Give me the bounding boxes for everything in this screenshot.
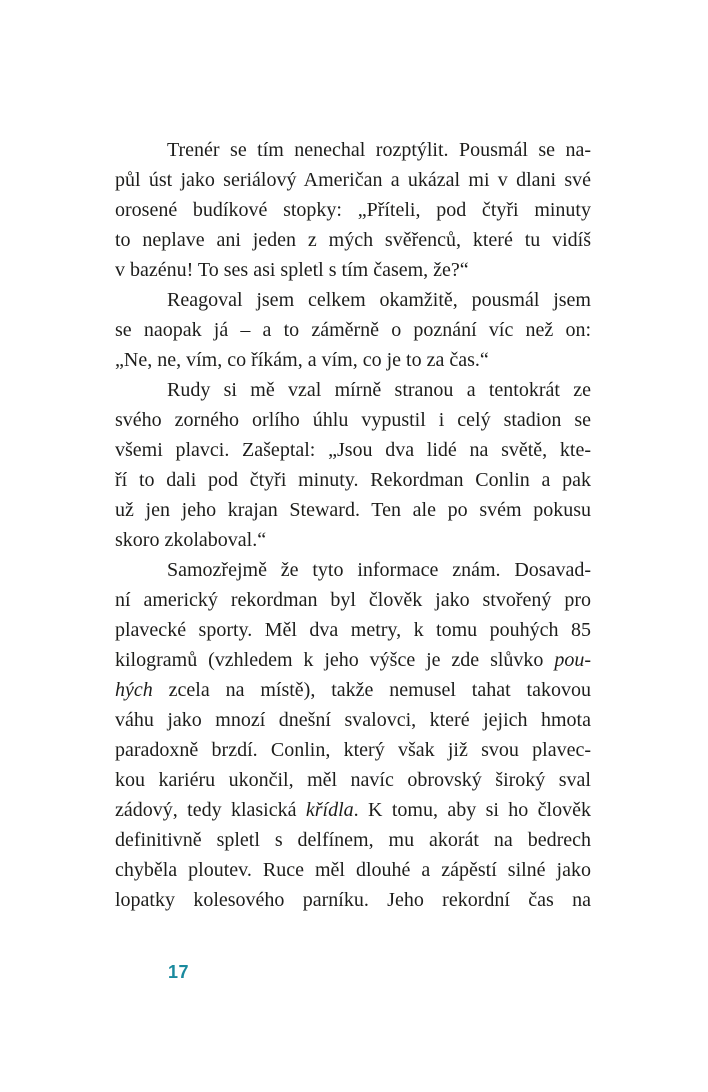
text-line: zádový, tedy klasická křídla. K tomu, aby si ho člověk bbox=[115, 799, 591, 821]
paragraph bbox=[115, 555, 591, 915]
text-line: orosené budíkové stopky: „Příteli, pod čtyři minuty bbox=[115, 199, 591, 221]
paragraph bbox=[115, 135, 591, 285]
text-line: Trenér se tím nenechal rozptýlit. Pousmál se na- bbox=[167, 139, 591, 161]
text-line: kou kariéru ukončil, měl navíc obrovský široký sval bbox=[115, 769, 591, 791]
text-line: půl úst jako seriálový Američan a ukázal mi v dlani své bbox=[115, 169, 591, 191]
text-line: plavecké sporty. Měl dva metry, k tomu pouhých 85 bbox=[115, 619, 591, 641]
text-line: už jen jeho krajan Steward. Ten ale po svém pokusu bbox=[115, 499, 591, 521]
text-line: chyběla ploutev. Ruce měl dlouhé a zápěstí silné jako bbox=[115, 859, 591, 881]
text-line: lopatky kolesového parníku. Jeho rekordní čas na bbox=[115, 889, 591, 911]
text-line: váhu jako mnozí dnešní svalovci, které jejich hmota bbox=[115, 709, 591, 731]
text-line: ří to dali pod čtyři minuty. Rekordman Conlin a pak bbox=[115, 469, 591, 491]
body-text bbox=[115, 135, 591, 915]
text-line: to neplave ani jeden z mých svěřenců, které tu vidíš bbox=[115, 229, 591, 251]
text-line: skoro zkolaboval.“ bbox=[115, 529, 267, 551]
text-line: ní americký rekordman byl člověk jako stvořený pro bbox=[115, 589, 591, 611]
page-number: 17 bbox=[168, 962, 190, 982]
text-line: kilogramů (vzhledem k jeho výšce je zde slůvko pou- bbox=[115, 649, 591, 671]
text-line: všemi plavci. Zašeptal: „Jsou dva lidé na světě, kte- bbox=[115, 439, 591, 461]
paragraph bbox=[115, 375, 591, 555]
text-line: definitivně spletl s delfínem, mu akorát na bedrech bbox=[115, 829, 591, 851]
paragraph bbox=[115, 285, 591, 375]
text-line: v bazénu! To ses asi spletl s tím časem, že?“ bbox=[115, 259, 469, 281]
text-line: paradoxně brzdí. Conlin, který však již svou plavec- bbox=[115, 739, 591, 761]
text-line: se naopak já – a to záměrně o poznání víc než on: bbox=[115, 319, 591, 341]
text-line: Reagoval jsem celkem okamžitě, pousmál jsem bbox=[167, 289, 591, 311]
text-line: „Ne, ne, vím, co říkám, a vím, co je to za čas.“ bbox=[115, 349, 489, 371]
text-line: hých zcela na místě), takže nemusel tahat takovou bbox=[115, 679, 591, 701]
text-line: Samozřejmě že tyto informace znám. Dosavad- bbox=[167, 559, 591, 581]
text-line: Rudy si mě vzal mírně stranou a tentokrát ze bbox=[167, 379, 591, 401]
text-line: svého zorného orlího úhlu vypustil i celý stadion se bbox=[115, 409, 591, 431]
